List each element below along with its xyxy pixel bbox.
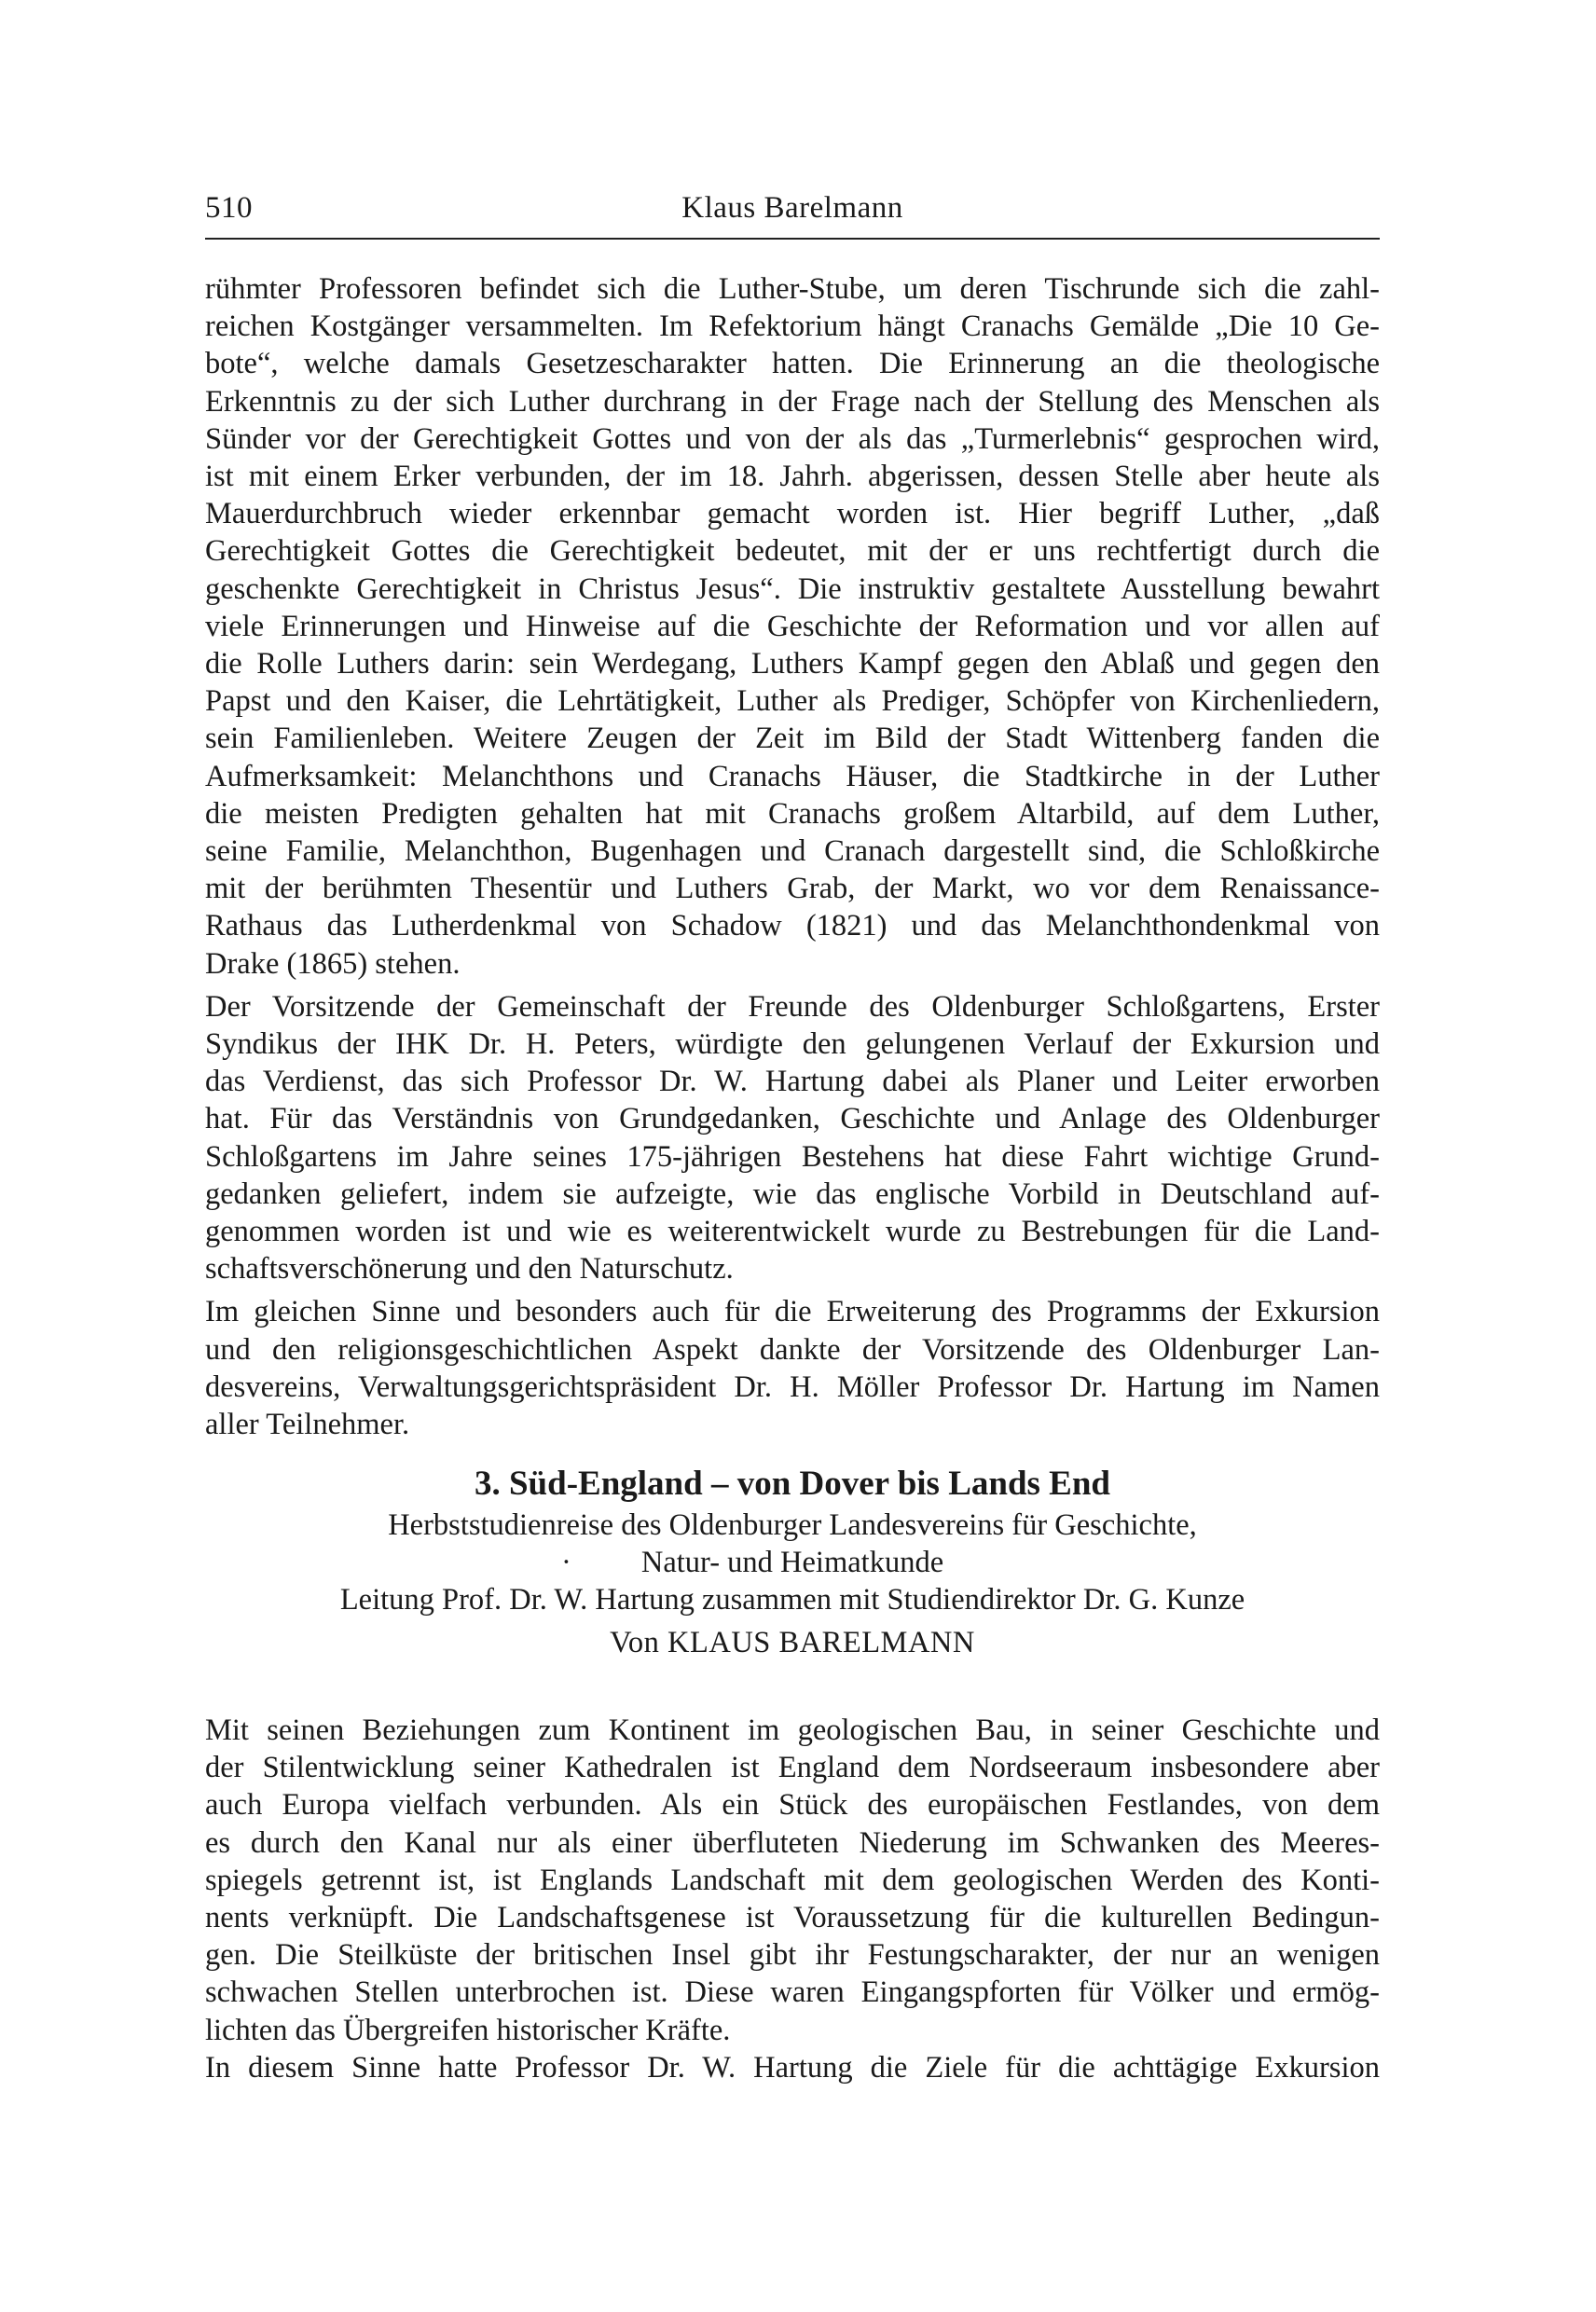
text-line: viele Erinnerungen und Hinweise auf die Geschichte der Reformation und vor allen auf (205, 609, 1380, 643)
text-line: genommen worden ist und wie es weiterentwickelt wurde zu Bestrebungen für die Land- (205, 1215, 1380, 1249)
text-line: rühmter Professoren befindet sich die Luther-Stube, um deren Tischrunde sich die zahl- (205, 272, 1380, 306)
text-line: hat. Für das Verständnis von Grundgedanken, Geschichte und Anlage des Oldenburger (205, 1102, 1380, 1136)
section-body-text (205, 1712, 1380, 2086)
text-line: spiegels getrennt ist, ist Englands Landschaft mit dem geologischen Werden des Konti- (205, 1863, 1380, 1897)
text-line: Papst und den Kaiser, die Lehrtätigkeit, Luther als Prediger, Schöpfer von Kirchenliedern, (205, 684, 1380, 719)
text-line: Erkenntnis zu der sich Luther durchrang in der Frage nach der Stellung des Menschen als (205, 384, 1380, 419)
paragraph-luther-stube (205, 270, 1380, 983)
text-line: gen. Die Steilküste der britischen Insel gibt ihr Festungscharakter, der nur an wenigen (205, 1938, 1380, 1973)
text-line: die Rolle Luthers darin: sein Werdegang, Luthers Kampf gegen den Ablaß und gegen den (205, 647, 1380, 681)
running-title: Klaus Barelmann (681, 191, 903, 225)
text-line: schwachen Stellen unterbrochen ist. Diese waren Eingangspforten für Völker und ermög- (205, 1975, 1380, 2010)
text-line: ist mit einem Erker verbunden, der im 18. Jahrh. abgerissen, dessen Stelle aber heute als (205, 460, 1380, 494)
section-author: Von KLAUS BARELMANN (610, 1626, 975, 1659)
text-line: Sünder vor der Gerechtigkeit Gottes und von der als das „Turmerlebnis“ gesprochen wird, (205, 421, 1380, 456)
section-leadership: Leitung Prof. Dr. W. Hartung zusammen mit Studiendirektor Dr. G. Kunze (339, 1583, 1245, 1617)
section-subtitle-text: Natur- und Heimatkunde (640, 1546, 944, 1579)
text-line: aller Teilnehmer. (205, 1408, 410, 1442)
text-line: Im gleichen Sinne und besonders auch für die Erweiterung des Programms der Exkursion (205, 1295, 1380, 1329)
paragraph-moeller (205, 1293, 1380, 1443)
text-line: Syndikus der IHK Dr. H. Peters, würdigte den gelungenen Verlauf der Exkursion und (205, 1027, 1380, 1062)
text-line: es durch den Kanal nur als einer überfluteten Niederung im Schwanken des Meeres- (205, 1825, 1380, 1860)
text-line: auch Europa vielfach verbunden. Als ein Stück des europäischen Festlandes, von dem (205, 1788, 1380, 1823)
text-line: lichten das Übergreifen historischer Kräfte. (205, 2013, 731, 2047)
text-line: Der Vorsitzende der Gemeinschaft der Freunde des Oldenburger Schloßgartens, Erster (205, 989, 1380, 1024)
text-line: reichen Kostgänger versammelten. Im Refektorium hängt Cranachs Gemälde „Die 10 Ge- (205, 310, 1380, 344)
text-line: und den religionsgeschichtlichen Aspekt dankte der Vorsitzende des Oldenburger Lan- (205, 1332, 1380, 1367)
text-line: seine Familie, Melanchthon, Bugenhagen und Cranach dargestellt sind, die Schloßkirche (205, 834, 1380, 869)
text-line: Gerechtigkeit Gottes die Gerechtigkeit bedeutet, mit der er uns rechtfertigt durch die (205, 534, 1380, 569)
text-line: Mit seinen Beziehungen zum Kontinent im geologischen Bau, in seiner Geschichte und (205, 1713, 1380, 1747)
body-text (205, 270, 1380, 1449)
text-line: mit der berühmten Thesentür und Luthers Grab, der Markt, wo vor dem Renaissance- (205, 872, 1380, 906)
text-line: Aufmerksamkeit: Melanchthons und Cranachs Häuser, die Stadtkirche in der Luther (205, 759, 1380, 793)
text-line: sein Familienleben. Weitere Zeugen der Zeit im Bild der Stadt Wittenberg fanden die (205, 722, 1380, 756)
text-line: gedanken geliefert, indem sie aufzeigte, wie das englische Vorbild in Deutschland auf- (205, 1177, 1380, 1211)
section-subtitle-line-2 (205, 1544, 1380, 1581)
text-line: In diesem Sinne hatte Professor Dr. W. Hartung die Ziele für die achttägige Exkursion (205, 2050, 1380, 2085)
paragraph-england (205, 1712, 1380, 2049)
page-header (205, 191, 1380, 240)
section-heading (205, 1462, 1380, 1661)
stray-mark: · (561, 1546, 571, 1579)
text-line: Mauerdurchbruch wieder erkennbar gemacht worden ist. Hier begriff Luther, „daß (205, 497, 1380, 531)
text-line: desvereins, Verwaltungsgerichtspräsident Dr. H. Möller Professor Dr. Hartung im Namen (205, 1369, 1380, 1404)
text-line: das Verdienst, das sich Professor Dr. W. Hartung dabei als Planer und Leiter erworben (205, 1065, 1380, 1099)
text-line: die meisten Predigten gehalten hat mit Cranachs großem Altarbild, auf dem Luther, (205, 796, 1380, 831)
text-line: der Stilentwicklung seiner Kathedralen ist England dem Nordseeraum insbesondere aber (205, 1751, 1380, 1785)
paragraph-hartung-ziele (205, 2049, 1380, 2086)
paragraph-peters (205, 988, 1380, 1288)
text-line: bote“, welche damals Gesetzescharakter hatten. Die Erinnerung an die theologische (205, 347, 1380, 381)
text-line: geschenkte Gerechtigkeit in Christus Jesus“. Die instruktiv gestaltete Ausstellung bewahrt (205, 571, 1380, 606)
text-line: Drake (1865) stehen. (205, 946, 461, 981)
text-line: Schloßgartens im Jahre seines 175-jährigen Bestehens hat diese Fahrt wichtige Grund- (205, 1139, 1380, 1174)
section-subtitle-line-1: Herbststudienreise des Oldenburger Landesvereins für Geschichte, (388, 1508, 1197, 1542)
page-number: 510 (205, 191, 253, 225)
text-line: schaftsverschönerung und den Naturschutz. (205, 1252, 734, 1287)
text-line: nents verknüpft. Die Landschaftsgenese ist Voraussetzung für die kulturellen Bedingun- (205, 1901, 1380, 1935)
section-title: 3. Süd-England – von Dover bis Lands End (474, 1465, 1111, 1503)
text-line: Rathaus das Lutherdenkmal von Schadow (1821) und das Melanchthondenkmal von (205, 909, 1380, 943)
